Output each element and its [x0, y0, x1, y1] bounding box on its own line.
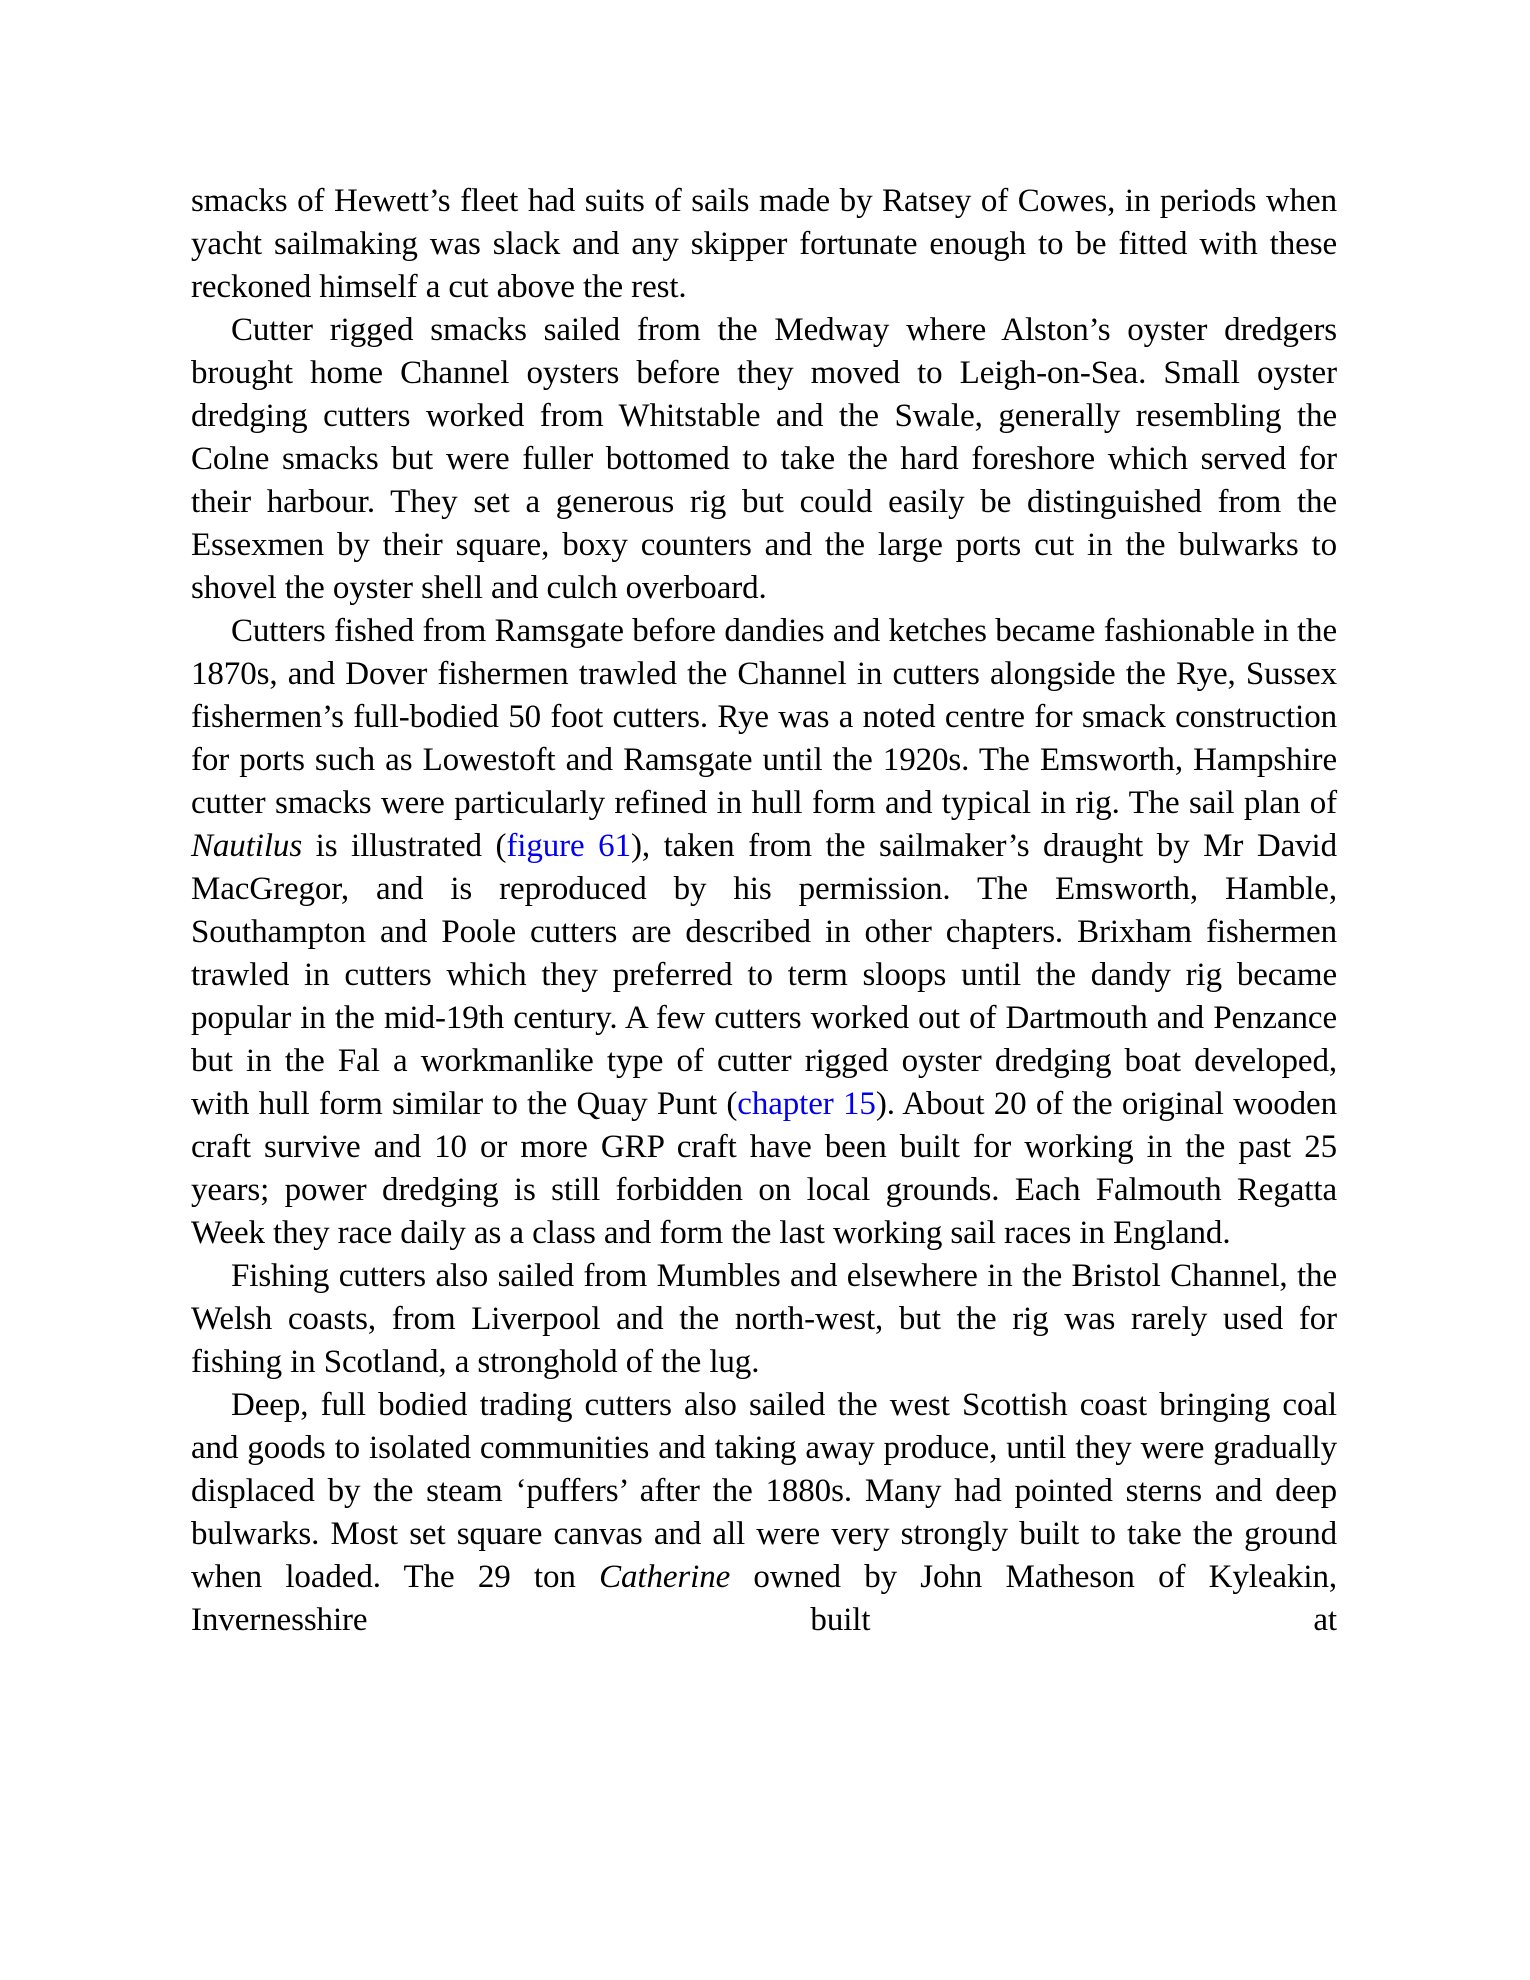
text-run: ). About 20 of the original wooden craft survive and 10 or more GRP craft have been built for working in the past 25 years; power dredging is still forbidden on local grounds. Each Falmouth Regatta Week they race daily as a class and form the last working sail races in England.	[191, 1086, 1337, 1251]
page-text-block	[191, 180, 1337, 1642]
paragraph-2	[191, 309, 1337, 610]
paragraph-4	[191, 1255, 1337, 1384]
text-run: owned by John Matheson of Kyleakin, Invernesshire built at	[191, 1559, 1337, 1638]
italic-text-run: Catherine	[599, 1559, 731, 1595]
text-run: Cutters fished from Ramsgate before dandies and ketches became fashionable in the 1870s, and Dover fishermen trawled the Channel in cutters alongside the Rye, Sussex fishermen’s full-bodied 50 foot cutters. Rye was a noted centre for smack construction for ports such as Lowestoft and Ramsgate until the 1920s. The Emsworth, Hampshire cutter smacks were particularly refined in hull form and typical in rig. The sail plan of	[191, 613, 1337, 821]
paragraph-3	[191, 610, 1337, 1255]
italic-text-run: Nautilus	[191, 828, 303, 864]
paragraph-5	[191, 1384, 1337, 1642]
text-run: ), taken from the sailmaker’s draught by Mr David MacGregor, and is reproduced by his permission. The Emsworth, Hamble, Southampton and Poole cutters are described in other chapters. Brixham fishermen trawled in cutters which they preferred to term sloops until the dandy rig became popular in the mid-19th century. A few cutters worked out of Dartmouth and Penzance but in the Fal a workmanlike type of cutter rigged oyster dredging boat developed, with hull form similar to the Quay Punt (	[191, 828, 1337, 1122]
chapter-15-link[interactable]: chapter 15	[737, 1086, 876, 1122]
figure-61-link[interactable]: figure 61	[506, 828, 631, 864]
text-run: Deep, full bodied trading cutters also sailed the west Scottish coast bringing coal and goods to isolated communities and taking away produce, until they were gradually displaced by the steam ‘puffers’ after the 1880s. Many had pointed sterns and deep bulwarks. Most set square canvas and all were very strongly built to take the ground when loaded. The 29 ton	[191, 1387, 1337, 1595]
text-run: is illustrated (	[302, 828, 507, 864]
paragraph-1	[191, 180, 1337, 309]
text-run: Cutter rigged smacks sailed from the Medway where Alston’s oyster dredgers brought home Channel oysters before they moved to Leigh-on-Sea. Small oyster dredging cutters worked from Whitstable and the Swale, generally resembling the Colne smacks but were fuller bottomed to take the hard foreshore which served for their harbour. They set a generous rig but could easily be distinguished from the Essexmen by their square, boxy counters and the large ports cut in the bulwarks to shovel the oyster shell and culch overboard.	[191, 312, 1337, 606]
text-run: Fishing cutters also sailed from Mumbles and elsewhere in the Bristol Channel, the Welsh coasts, from Liverpool and the north-west, but the rig was rarely used for fishing in Scotland, a stronghold of the lug.	[191, 1258, 1337, 1380]
text-run: smacks of Hewett’s fleet had suits of sails made by Ratsey of Cowes, in periods when yacht sailmaking was slack and any skipper fortunate enough to be fitted with these reckoned himself a cut above the rest.	[191, 183, 1337, 305]
